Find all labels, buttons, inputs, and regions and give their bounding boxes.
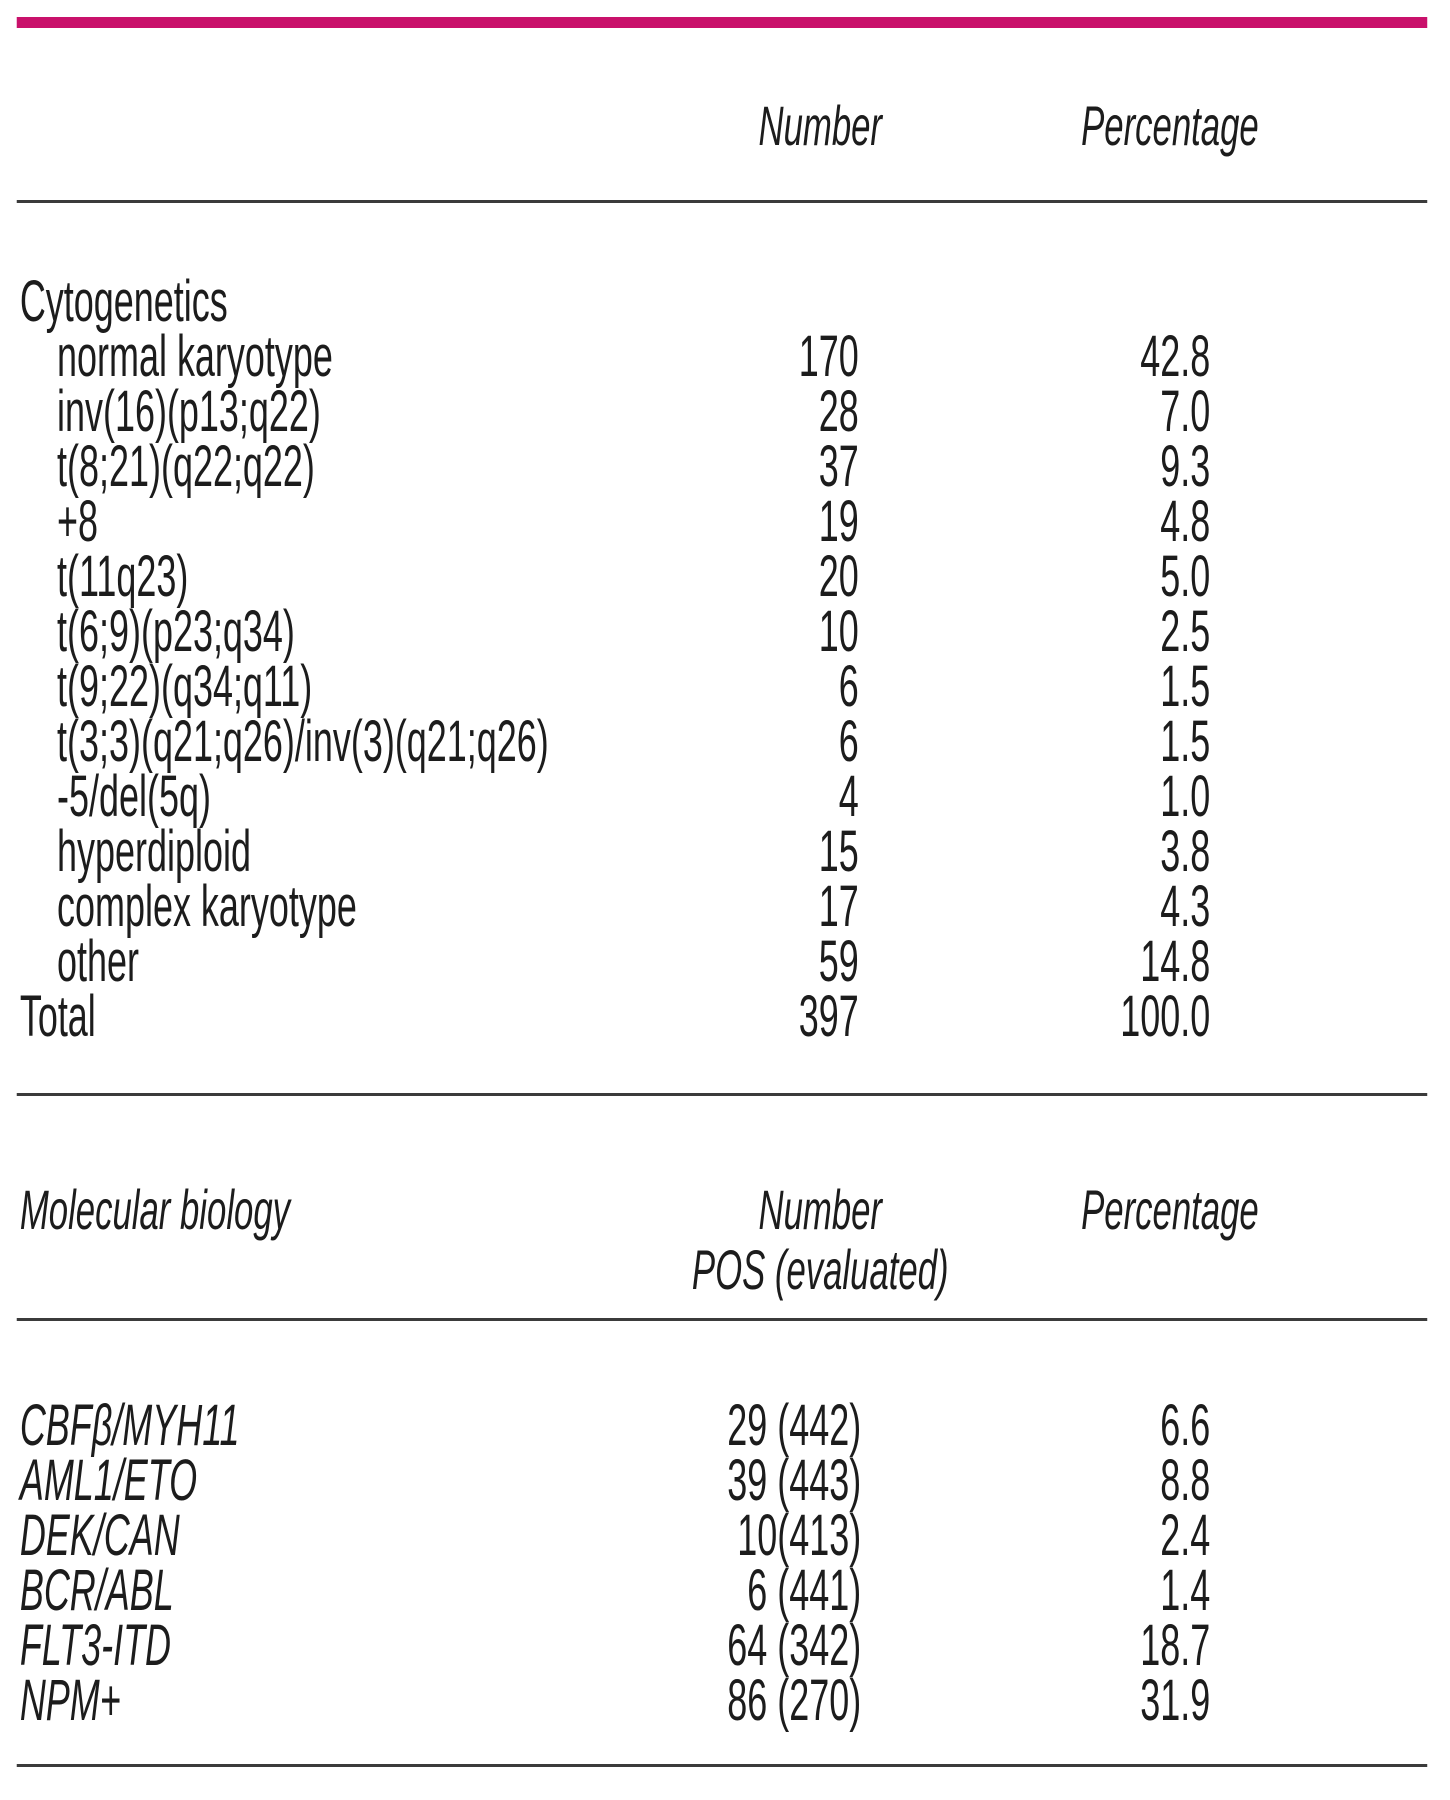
table-row — [0, 1393, 1450, 1458]
cytogenetics-percentage-column-header: Percentage — [1081, 94, 1259, 157]
molecular-table-body — [0, 1393, 1450, 1733]
row-label: t(6;9)(p23;q34) — [57, 599, 295, 664]
row-label: CBFβ/MYH11 — [19, 1393, 240, 1458]
row-number-value: 6 — [838, 654, 859, 719]
row-label: +8 — [57, 489, 99, 554]
table-group-label-row — [0, 269, 1450, 334]
table-row — [0, 929, 1450, 994]
bottom-rule — [17, 1764, 1428, 1767]
row-number-value: 10(413) — [737, 1503, 862, 1568]
row-label: t(11q23) — [57, 544, 189, 609]
row-number-value: 64 (342) — [727, 1613, 862, 1678]
accent-top-bar — [17, 17, 1428, 28]
row-percentage-value: 3.8 — [1160, 819, 1211, 884]
row-percentage-value: 31.9 — [1140, 1668, 1211, 1733]
row-label: -5/del(5q) — [57, 764, 211, 829]
molecular-number-header-line1: Number — [758, 1178, 882, 1241]
row-number-value: 28 — [818, 379, 859, 444]
row-number-value: 86 (270) — [727, 1668, 862, 1733]
table-row — [0, 1558, 1450, 1623]
row-label: normal karyotype — [57, 324, 333, 389]
row-label: NPM+ — [19, 1668, 121, 1733]
row-number-value: 19 — [818, 489, 859, 554]
table-row — [0, 324, 1450, 389]
row-label: FLT3-ITD — [19, 1613, 172, 1678]
row-percentage-value: 100.0 — [1120, 984, 1211, 1049]
row-percentage-value: 2.5 — [1160, 599, 1211, 664]
row-number-value: 6 (441) — [747, 1558, 862, 1623]
row-percentage-value: 4.3 — [1160, 874, 1211, 939]
table-row — [0, 1668, 1450, 1733]
cytogenetics-number-column-header: Number — [758, 94, 882, 157]
row-label: BCR/ABL — [19, 1558, 174, 1623]
molecular-biology-section-header: Molecular biology — [19, 1178, 291, 1241]
row-label: AML1/ETO — [19, 1448, 198, 1513]
row-number-value: 20 — [818, 544, 859, 609]
cytogenetics-table-body — [0, 269, 1450, 1049]
row-percentage-value: 1.5 — [1160, 709, 1211, 774]
table-row — [0, 709, 1450, 774]
table-row — [0, 599, 1450, 664]
table-row — [0, 1503, 1450, 1568]
row-label: Total — [19, 984, 96, 1049]
row-percentage-value: 4.8 — [1160, 489, 1211, 554]
row-percentage-value: 8.8 — [1160, 1448, 1211, 1513]
table-row — [0, 434, 1450, 499]
row-label: complex karyotype — [57, 874, 357, 939]
row-percentage-value: 42.8 — [1140, 324, 1211, 389]
row-number-value: 59 — [818, 929, 859, 994]
row-label: t(8;21)(q22;q22) — [57, 434, 315, 499]
row-label: t(3;3)(q21;q26)/inv(3)(q21;q26) — [57, 709, 549, 774]
table-row — [0, 544, 1450, 609]
row-number-value: 39 (443) — [727, 1448, 862, 1513]
row-percentage-value: 14.8 — [1140, 929, 1211, 994]
molecular-percentage-column-header: Percentage — [1081, 1178, 1259, 1241]
table-row — [0, 489, 1450, 554]
table-row — [0, 654, 1450, 719]
row-percentage-value: 18.7 — [1140, 1613, 1211, 1678]
table-row — [0, 379, 1450, 444]
row-percentage-value: 7.0 — [1160, 379, 1211, 444]
table-row — [0, 984, 1450, 1049]
table-row — [0, 764, 1450, 829]
row-number-value: 15 — [818, 819, 859, 884]
row-percentage-value: 2.4 — [1160, 1503, 1211, 1568]
row-percentage-value: 1.0 — [1160, 764, 1211, 829]
table-row — [0, 874, 1450, 939]
row-number-value: 6 — [838, 709, 859, 774]
row-number-value: 170 — [798, 324, 859, 389]
row-percentage-value: 1.5 — [1160, 654, 1211, 719]
row-number-value: 4 — [838, 764, 859, 829]
row-label: other — [57, 929, 140, 994]
row-number-value: 37 — [818, 434, 859, 499]
molecular-number-header-line2: POS (evaluated) — [691, 1238, 949, 1301]
molecular-header-rule — [17, 1318, 1428, 1321]
row-label: DEK/CAN — [19, 1503, 180, 1568]
row-percentage-value: 9.3 — [1160, 434, 1211, 499]
row-label: hyperdiploid — [57, 819, 251, 884]
row-label: t(9;22)(q34;q11) — [57, 654, 313, 719]
table-row — [0, 819, 1450, 884]
section-divider-rule — [17, 1093, 1428, 1096]
row-label: inv(16)(p13;q22) — [57, 379, 321, 444]
row-percentage-value: 1.4 — [1160, 1558, 1211, 1623]
row-number-value: 397 — [798, 984, 859, 1049]
molecular-number-column-header — [634, 1180, 1006, 1300]
row-percentage-value: 6.6 — [1160, 1393, 1211, 1458]
row-number-value: 29 (442) — [727, 1393, 862, 1458]
header-rule — [17, 200, 1428, 203]
table-row — [0, 1613, 1450, 1678]
row-label: Cytogenetics — [19, 269, 228, 334]
row-number-value: 17 — [818, 874, 859, 939]
row-number-value: 10 — [818, 599, 859, 664]
table-row — [0, 1448, 1450, 1513]
row-percentage-value: 5.0 — [1160, 544, 1211, 609]
